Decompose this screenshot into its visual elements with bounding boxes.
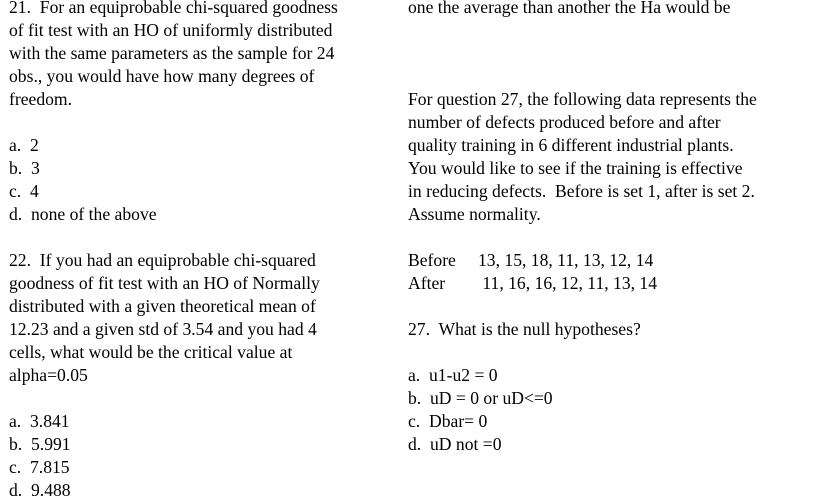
before-label: Before <box>408 250 456 270</box>
question-22-text-line: 12.23 and a given std of 3.54 and you had 4 <box>9 319 317 339</box>
question-22-text-line: goodness of fit test with an HO of Normally <box>9 273 320 293</box>
after-row <box>408 272 813 295</box>
question-21-option-c: c. 4 <box>9 181 39 201</box>
left-column <box>9 0 401 502</box>
question-22-text-line: alpha=0.05 <box>9 365 88 385</box>
question-21-option-d: d. none of the above <box>9 204 157 224</box>
question-27-option-a: a. u1-u2 = 0 <box>408 365 498 385</box>
question-22-option-b: b. 5.991 <box>9 434 71 454</box>
question-21-option-b: b. 3 <box>9 158 40 178</box>
after-values: 11, 16, 16, 12, 11, 13, 14 <box>478 273 658 293</box>
question-22-option-c: c. 7.815 <box>9 457 70 477</box>
question-22-text-line: distributed with a given theoretical mean of <box>9 296 316 316</box>
after-label: After <box>408 273 446 293</box>
continuation-text: one the average than another the Ha would be <box>408 0 731 17</box>
question-22 <box>9 249 401 502</box>
right-column <box>408 0 813 456</box>
intro-text-line: For question 27, the following data represents the <box>408 89 757 109</box>
intro-text-line: Assume normality. <box>408 204 541 224</box>
question-21-text-line: of fit test with an HO of uniformly distributed <box>9 20 333 40</box>
intro-text-line: quality training in 6 different industrial plants. <box>408 135 734 155</box>
data-table <box>408 249 813 295</box>
question-27-intro <box>408 88 813 226</box>
question-27-option-d: d. uD not =0 <box>408 434 502 454</box>
question-27-option-c: c. Dbar= 0 <box>408 411 488 431</box>
question-22-text-line: cells, what would be the critical value at <box>9 342 293 362</box>
intro-text-line: You would like to see if the training is effective <box>408 158 743 178</box>
question-21-text-line: with the same parameters as the sample for 24 <box>9 43 335 63</box>
question-22-option-a: a. 3.841 <box>9 411 70 431</box>
question-21 <box>9 0 401 226</box>
intro-text-line: in reducing defects. Before is set 1, after is set 2. <box>408 181 755 201</box>
question-21-text-line: obs., you would have how many degrees of <box>9 66 315 86</box>
question-22-text-line: 22. If you had an equiprobable chi-squared <box>9 250 316 270</box>
question-27 <box>408 318 813 456</box>
before-values: 13, 15, 18, 11, 13, 12, 14 <box>478 250 654 270</box>
question-22-option-d: d. 9.488 <box>9 480 71 500</box>
question-21-option-a: a. 2 <box>9 135 39 155</box>
question-27-text: 27. What is the null hypotheses? <box>408 319 641 339</box>
question-21-text-line: 21. For an equiprobable chi-squared goodness <box>9 0 338 17</box>
question-27-option-b: b. uD = 0 or uD<=0 <box>408 388 553 408</box>
before-row <box>408 249 813 272</box>
intro-text-line: number of defects produced before and after <box>408 112 721 132</box>
question-21-text-line: freedom. <box>9 89 73 109</box>
